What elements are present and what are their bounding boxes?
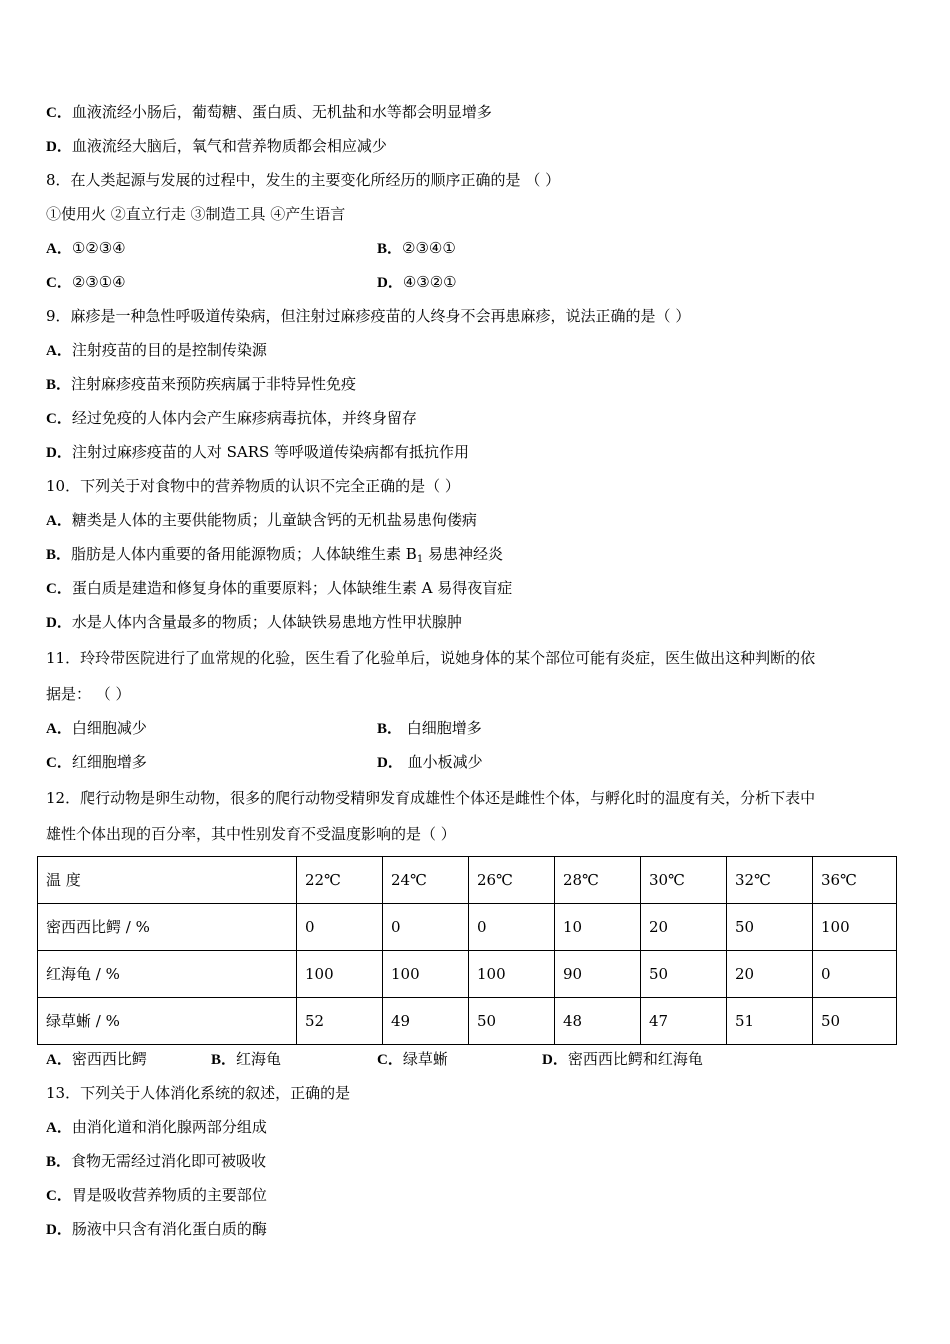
- option-label: D．: [46, 615, 72, 631]
- q12-option-d: [542, 1049, 703, 1070]
- table-cell: 密西西比鳄 / %: [38, 904, 297, 951]
- option-text: 肠液中只含有消化蛋白质的酶: [71, 1220, 267, 1238]
- q11-option-a: [46, 718, 147, 739]
- option-label: B．: [211, 1052, 237, 1068]
- table-row: [38, 998, 897, 1045]
- table-cell: 0: [469, 904, 555, 951]
- table-cell: 0: [297, 904, 383, 951]
- option-label: D．: [542, 1052, 568, 1068]
- table-cell: 0: [383, 904, 469, 951]
- option-label: A．: [46, 1052, 72, 1068]
- q11-stem-line2: 据是： （ ）: [46, 685, 131, 703]
- option-label: C．: [46, 755, 72, 771]
- option-text: ④③②①: [402, 273, 457, 291]
- option-text: 血液流经大脑后，氧气和营养物质都会相应减少: [71, 137, 387, 155]
- table-row: [38, 904, 897, 951]
- option-text-tail: 易患神经炎: [423, 545, 503, 563]
- option-text: 糖类是人体的主要供能物质；儿童缺含钙的无机盐易患佝偻病: [71, 511, 477, 529]
- q10-option-c: [46, 578, 512, 599]
- option-label: A．: [46, 721, 72, 737]
- q13-stem: 13．下列关于人体消化系统的叙述，正确的是: [46, 1084, 351, 1102]
- option-text: 食物无需经过消化即可被吸收: [71, 1152, 267, 1170]
- q11-option-b: [377, 718, 482, 739]
- temperature-table: [37, 856, 897, 1045]
- option-text: 注射疫苗的目的是控制传染源: [71, 341, 267, 359]
- q8-option-a: [46, 238, 126, 259]
- option-label: C．: [46, 411, 72, 427]
- table-cell: 50: [469, 998, 555, 1045]
- q11-stem-line1: 11．玲玲带医院进行了血常规的化验，医生看了化验单后，说她身体的某个部位可能有炎症，医生做出这种判断的依: [46, 649, 816, 667]
- option-text: 胃是吸收营养物质的主要部位: [71, 1186, 267, 1204]
- table-cell: 0: [813, 951, 897, 998]
- option-text: ②③①④: [71, 273, 126, 291]
- q8-option-d: [377, 272, 457, 293]
- option-text: 白细胞减少: [71, 719, 147, 737]
- table-cell: 20: [641, 904, 727, 951]
- option-text: 绿草蜥: [402, 1050, 448, 1068]
- option-label: C．: [46, 1188, 72, 1204]
- table-cell: 100: [297, 951, 383, 998]
- q12-option-a: [46, 1049, 147, 1070]
- table-cell: 20: [727, 951, 813, 998]
- option-text: 红细胞增多: [71, 753, 147, 771]
- table-cell: 47: [641, 998, 727, 1045]
- table-cell: 绿草蜥 / %: [38, 998, 297, 1045]
- q9-stem: 9．麻疹是一种急性呼吸道传染病，但注射过麻疹疫苗的人终身不会再患麻疹，说法正确的是（ ）: [46, 307, 691, 325]
- option-text: 密西西比鳄和红海龟: [567, 1050, 703, 1068]
- q9-option-d: [46, 442, 469, 463]
- option-text: 脂肪是人体内重要的备用能源物质；人体缺维生素 B: [71, 545, 417, 563]
- table-header-cell: 36℃: [813, 857, 897, 904]
- option-label: D．: [46, 1222, 72, 1238]
- q10-option-b: [46, 544, 503, 570]
- option-label: D．: [46, 139, 72, 155]
- option-text: 注射麻疹疫苗来预防疾病属于非特异性免疫: [71, 375, 357, 393]
- table-cell: 52: [297, 998, 383, 1045]
- option-text: 密西西比鳄: [71, 1050, 147, 1068]
- option-label: B．: [46, 377, 72, 393]
- table-header-cell: 28℃: [555, 857, 641, 904]
- q8-option-b: [377, 238, 456, 259]
- option-label: C．: [377, 1052, 403, 1068]
- table-header-cell: 30℃: [641, 857, 727, 904]
- option-text: 蛋白质是建造和修复身体的重要原料；人体缺维生素 A 易得夜盲症: [71, 579, 513, 597]
- table-cell: 10: [555, 904, 641, 951]
- option-label: A．: [46, 343, 72, 359]
- option-label: B．: [377, 241, 403, 257]
- table-cell: 50: [641, 951, 727, 998]
- q12-option-c: [377, 1049, 448, 1070]
- q13-option-a: [46, 1117, 267, 1138]
- q12-stem-line1: 12．爬行动物是卵生动物，很多的爬行动物受精卵发育成雄性个体还是雌性个体，与孵化时的温度有关，分析下表中: [46, 789, 816, 807]
- subscript: 1: [416, 554, 424, 565]
- q10-option-d: [46, 612, 462, 633]
- q8-stem: 8．在人类起源与发展的过程中，发生的主要变化所经历的顺序正确的是 （ ）: [46, 171, 561, 189]
- option-text: 注射过麻疹疫苗的人对 SARS 等呼吸道传染病都有抵抗作用: [71, 443, 470, 461]
- option-label: A．: [46, 1120, 72, 1136]
- option-label: C．: [46, 105, 72, 121]
- table-cell: 100: [813, 904, 897, 951]
- q12-option-b: [211, 1049, 281, 1070]
- option-label: B．: [46, 1154, 72, 1170]
- option-text: 红海龟: [236, 1050, 282, 1068]
- table-cell: 100: [383, 951, 469, 998]
- q11-option-d: [377, 752, 483, 773]
- q7-option-d: [46, 136, 387, 157]
- option-label: B．: [377, 721, 403, 737]
- table-cell: 50: [813, 998, 897, 1045]
- q8-items: ①使用火 ②直立行走 ③制造工具 ④产生语言: [46, 205, 346, 223]
- table-header-row: [38, 857, 897, 904]
- option-label: A．: [46, 241, 72, 257]
- table-cell: 48: [555, 998, 641, 1045]
- q13-option-d: [46, 1219, 267, 1240]
- option-label: D．: [46, 445, 72, 461]
- option-label: B．: [46, 547, 72, 563]
- q11-option-c: [46, 752, 147, 773]
- table-header-cell: 温 度: [38, 857, 297, 904]
- q10-stem: 10．下列关于对食物中的营养物质的认识不完全正确的是（ ）: [46, 477, 460, 495]
- table-cell: 100: [469, 951, 555, 998]
- table-cell: 51: [727, 998, 813, 1045]
- q9-option-b: [46, 374, 356, 395]
- option-label: C．: [46, 275, 72, 291]
- table-header-cell: 22℃: [297, 857, 383, 904]
- q13-option-c: [46, 1185, 267, 1206]
- option-text: 白细胞增多: [402, 719, 482, 737]
- table-header-cell: 32℃: [727, 857, 813, 904]
- q8-option-c: [46, 272, 126, 293]
- q12-stem-line2: 雄性个体出现的百分率，其中性别发育不受温度影响的是（ ）: [46, 825, 456, 843]
- option-text: 由消化道和消化腺两部分组成: [71, 1118, 267, 1136]
- option-text: 水是人体内含量最多的物质；人体缺铁易患地方性甲状腺肿: [71, 613, 462, 631]
- q7-option-c: [46, 102, 492, 123]
- option-text: ①②③④: [71, 239, 126, 257]
- q9-option-a: [46, 340, 267, 361]
- option-text: 血小板减少: [402, 753, 483, 771]
- q10-option-a: [46, 510, 477, 531]
- option-label: D．: [377, 275, 403, 291]
- option-text: ②③④①: [402, 239, 456, 257]
- q9-option-c: [46, 408, 417, 429]
- table-cell: 50: [727, 904, 813, 951]
- option-text: 血液流经小肠后，葡萄糖、蛋白质、无机盐和水等都会明显增多: [71, 103, 492, 121]
- table-cell: 49: [383, 998, 469, 1045]
- table-header-cell: 24℃: [383, 857, 469, 904]
- option-label: A．: [46, 513, 72, 529]
- option-label: D．: [377, 755, 403, 771]
- q13-option-b: [46, 1151, 266, 1172]
- table-header-cell: 26℃: [469, 857, 555, 904]
- table-row: [38, 951, 897, 998]
- table-cell: 90: [555, 951, 641, 998]
- option-text: 经过免疫的人体内会产生麻疹病毒抗体，并终身留存: [71, 409, 417, 427]
- table-cell: 红海龟 / %: [38, 951, 297, 998]
- option-label: C．: [46, 581, 72, 597]
